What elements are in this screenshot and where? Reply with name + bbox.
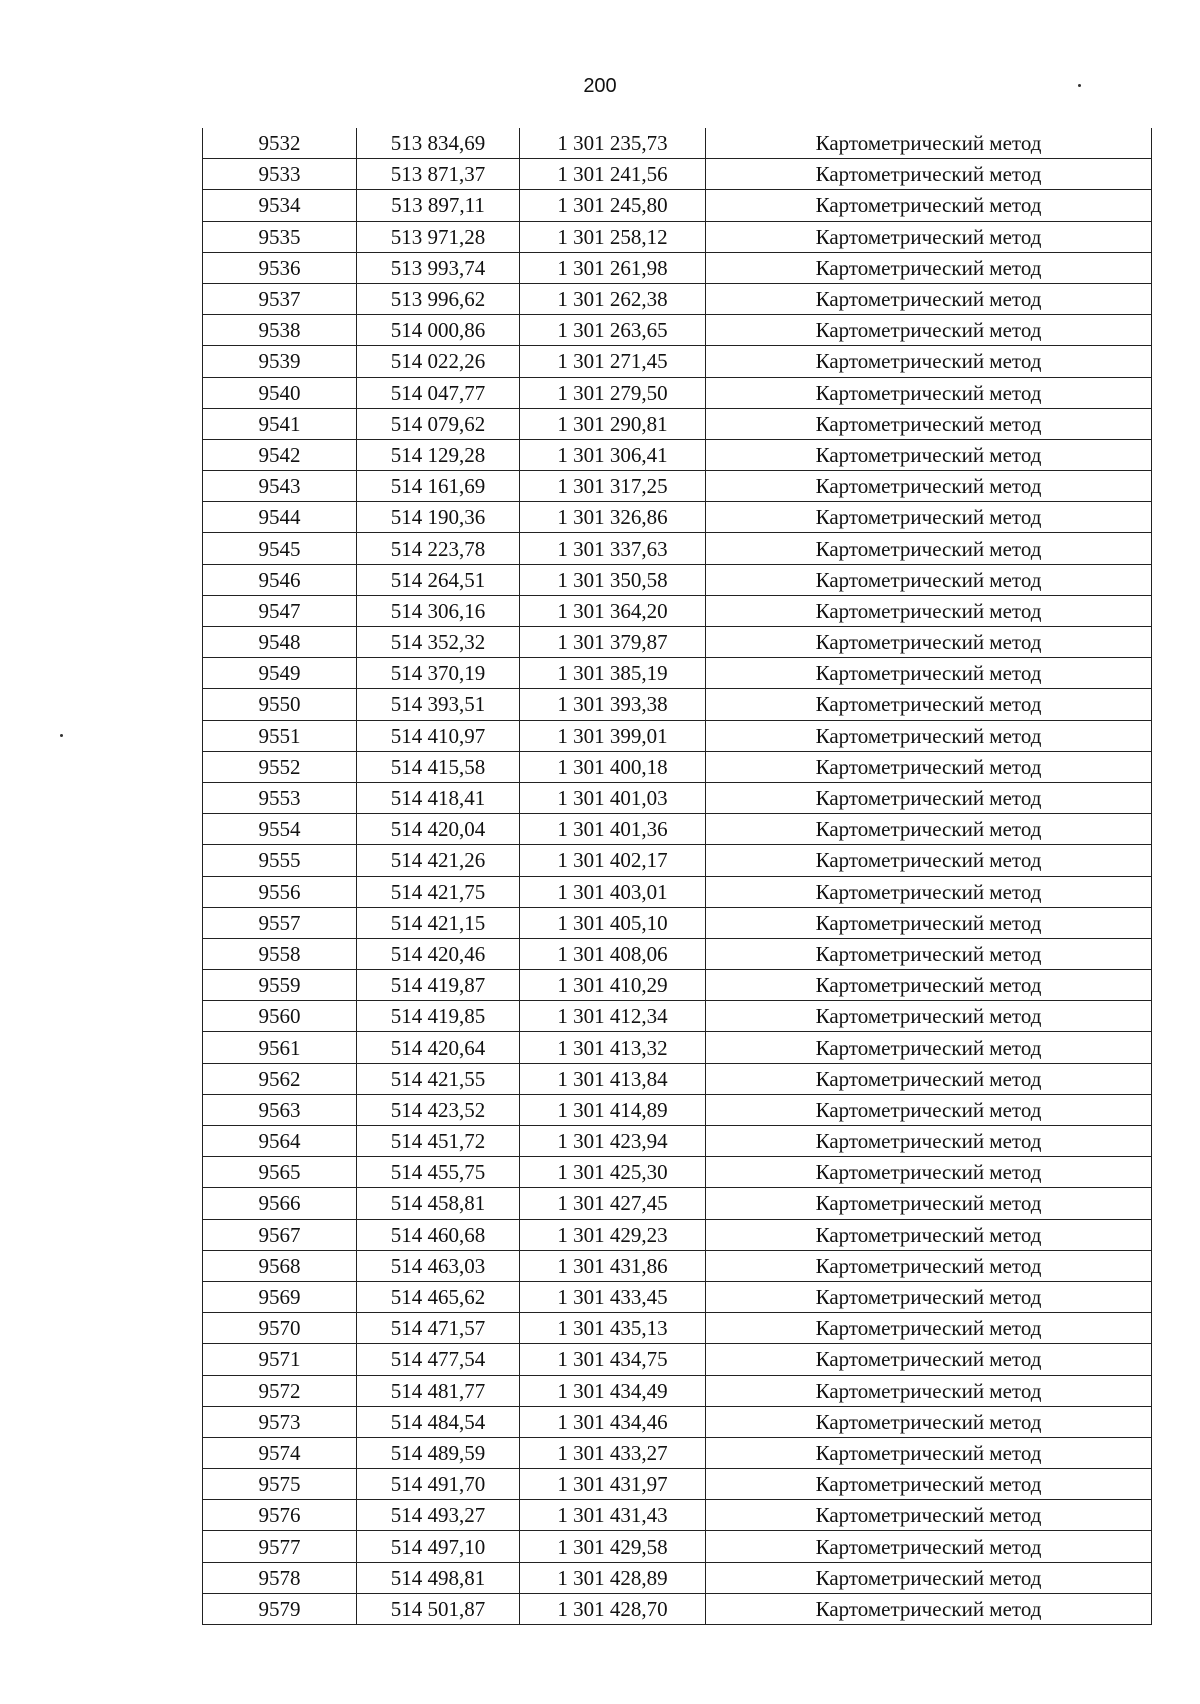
table-row [203, 502, 1152, 533]
method-cell: Картометрический метод [706, 159, 1152, 190]
method-cell: Картометрический метод [706, 1219, 1152, 1250]
x-coordinate-cell: 514 421,75 [357, 876, 520, 907]
x-coordinate-cell: 513 897,11 [357, 190, 520, 221]
point-number-cell: 9549 [203, 658, 357, 689]
table-row [203, 1281, 1152, 1312]
y-coordinate-cell: 1 301 364,20 [520, 595, 706, 626]
method-cell: Картометрический метод [706, 377, 1152, 408]
point-number-cell: 9540 [203, 377, 357, 408]
x-coordinate-cell: 514 501,87 [357, 1593, 520, 1624]
point-number-cell: 9568 [203, 1250, 357, 1281]
table-row [203, 1001, 1152, 1032]
page-number: 200 [583, 75, 617, 97]
point-number-cell: 9555 [203, 845, 357, 876]
method-cell: Картометрический метод [706, 907, 1152, 938]
y-coordinate-cell: 1 301 427,45 [520, 1188, 706, 1219]
table-row [203, 1032, 1152, 1063]
y-coordinate-cell: 1 301 425,30 [520, 1157, 706, 1188]
table-row [203, 1157, 1152, 1188]
table-row [203, 1531, 1152, 1562]
table-row [203, 1375, 1152, 1406]
point-number-cell: 9533 [203, 159, 357, 190]
point-number-cell: 9550 [203, 689, 357, 720]
point-number-cell: 9565 [203, 1157, 357, 1188]
point-number-cell: 9541 [203, 408, 357, 439]
point-number-cell: 9546 [203, 564, 357, 595]
table-row [203, 1094, 1152, 1125]
point-number-cell: 9539 [203, 346, 357, 377]
y-coordinate-cell: 1 301 262,38 [520, 283, 706, 314]
y-coordinate-cell: 1 301 399,01 [520, 720, 706, 751]
x-coordinate-cell: 513 834,69 [357, 128, 520, 159]
point-number-cell: 9544 [203, 502, 357, 533]
x-coordinate-cell: 514 022,26 [357, 346, 520, 377]
point-number-cell: 9534 [203, 190, 357, 221]
point-number-cell: 9567 [203, 1219, 357, 1250]
method-cell: Картометрический метод [706, 814, 1152, 845]
table-row [203, 1406, 1152, 1437]
table-row [203, 128, 1152, 159]
y-coordinate-cell: 1 301 261,98 [520, 252, 706, 283]
x-coordinate-cell: 514 481,77 [357, 1375, 520, 1406]
point-number-cell: 9548 [203, 627, 357, 658]
x-coordinate-cell: 514 420,04 [357, 814, 520, 845]
method-cell: Картометрический метод [706, 1157, 1152, 1188]
point-number-cell: 9552 [203, 751, 357, 782]
method-cell: Картометрический метод [706, 128, 1152, 159]
y-coordinate-cell: 1 301 241,56 [520, 159, 706, 190]
x-coordinate-cell: 513 996,62 [357, 283, 520, 314]
table-row [203, 1500, 1152, 1531]
x-coordinate-cell: 514 393,51 [357, 689, 520, 720]
method-cell: Картометрический метод [706, 1281, 1152, 1312]
point-number-cell: 9569 [203, 1281, 357, 1312]
x-coordinate-cell: 513 871,37 [357, 159, 520, 190]
table-row [203, 1344, 1152, 1375]
x-coordinate-cell: 514 420,46 [357, 938, 520, 969]
method-cell: Картометрический метод [706, 970, 1152, 1001]
method-cell: Картометрический метод [706, 408, 1152, 439]
point-number-cell: 9576 [203, 1500, 357, 1531]
method-cell: Картометрический метод [706, 1063, 1152, 1094]
x-coordinate-cell: 513 993,74 [357, 252, 520, 283]
y-coordinate-cell: 1 301 423,94 [520, 1126, 706, 1157]
method-cell: Картометрический метод [706, 658, 1152, 689]
x-coordinate-cell: 514 418,41 [357, 782, 520, 813]
point-number-cell: 9574 [203, 1437, 357, 1468]
y-coordinate-cell: 1 301 263,65 [520, 315, 706, 346]
x-coordinate-cell: 514 306,16 [357, 595, 520, 626]
coordinates-table [202, 128, 1152, 1625]
x-coordinate-cell: 514 047,77 [357, 377, 520, 408]
x-coordinate-cell: 513 971,28 [357, 221, 520, 252]
method-cell: Картометрический метод [706, 564, 1152, 595]
x-coordinate-cell: 514 451,72 [357, 1126, 520, 1157]
method-cell: Картометрический метод [706, 782, 1152, 813]
x-coordinate-cell: 514 079,62 [357, 408, 520, 439]
method-cell: Картометрический метод [706, 1562, 1152, 1593]
point-number-cell: 9579 [203, 1593, 357, 1624]
method-cell: Картометрический метод [706, 627, 1152, 658]
y-coordinate-cell: 1 301 431,97 [520, 1469, 706, 1500]
point-number-cell: 9537 [203, 283, 357, 314]
table-row [203, 471, 1152, 502]
table-row [203, 1126, 1152, 1157]
x-coordinate-cell: 514 410,97 [357, 720, 520, 751]
y-coordinate-cell: 1 301 271,45 [520, 346, 706, 377]
point-number-cell: 9559 [203, 970, 357, 1001]
method-cell: Картометрический метод [706, 346, 1152, 377]
scan-speck [1078, 84, 1081, 87]
y-coordinate-cell: 1 301 337,63 [520, 533, 706, 564]
table-row [203, 938, 1152, 969]
y-coordinate-cell: 1 301 410,29 [520, 970, 706, 1001]
point-number-cell: 9566 [203, 1188, 357, 1219]
point-number-cell: 9575 [203, 1469, 357, 1500]
method-cell: Картометрический метод [706, 1313, 1152, 1344]
x-coordinate-cell: 514 421,55 [357, 1063, 520, 1094]
table-row [203, 595, 1152, 626]
x-coordinate-cell: 514 000,86 [357, 315, 520, 346]
table-row [203, 377, 1152, 408]
point-number-cell: 9557 [203, 907, 357, 938]
y-coordinate-cell: 1 301 431,86 [520, 1250, 706, 1281]
table-row [203, 221, 1152, 252]
y-coordinate-cell: 1 301 434,49 [520, 1375, 706, 1406]
method-cell: Картометрический метод [706, 1344, 1152, 1375]
y-coordinate-cell: 1 301 279,50 [520, 377, 706, 408]
point-number-cell: 9570 [203, 1313, 357, 1344]
method-cell: Картометрический метод [706, 1469, 1152, 1500]
table-row [203, 970, 1152, 1001]
x-coordinate-cell: 514 493,27 [357, 1500, 520, 1531]
x-coordinate-cell: 514 484,54 [357, 1406, 520, 1437]
table-row [203, 1593, 1152, 1624]
table-row [203, 1437, 1152, 1468]
method-cell: Картометрический метод [706, 1593, 1152, 1624]
x-coordinate-cell: 514 415,58 [357, 751, 520, 782]
point-number-cell: 9578 [203, 1562, 357, 1593]
x-coordinate-cell: 514 419,87 [357, 970, 520, 1001]
table-row [203, 283, 1152, 314]
x-coordinate-cell: 514 421,15 [357, 907, 520, 938]
y-coordinate-cell: 1 301 433,45 [520, 1281, 706, 1312]
point-number-cell: 9560 [203, 1001, 357, 1032]
y-coordinate-cell: 1 301 245,80 [520, 190, 706, 221]
y-coordinate-cell: 1 301 393,38 [520, 689, 706, 720]
x-coordinate-cell: 514 477,54 [357, 1344, 520, 1375]
method-cell: Картометрический метод [706, 1531, 1152, 1562]
point-number-cell: 9573 [203, 1406, 357, 1437]
point-number-cell: 9547 [203, 595, 357, 626]
method-cell: Картометрический метод [706, 471, 1152, 502]
table-row [203, 1219, 1152, 1250]
method-cell: Картометрический метод [706, 720, 1152, 751]
coordinates-table-body [203, 128, 1152, 1625]
method-cell: Картометрический метод [706, 1126, 1152, 1157]
y-coordinate-cell: 1 301 431,43 [520, 1500, 706, 1531]
y-coordinate-cell: 1 301 405,10 [520, 907, 706, 938]
point-number-cell: 9543 [203, 471, 357, 502]
x-coordinate-cell: 514 129,28 [357, 439, 520, 470]
y-coordinate-cell: 1 301 429,23 [520, 1219, 706, 1250]
method-cell: Картометрический метод [706, 533, 1152, 564]
point-number-cell: 9562 [203, 1063, 357, 1094]
y-coordinate-cell: 1 301 435,13 [520, 1313, 706, 1344]
x-coordinate-cell: 514 421,26 [357, 845, 520, 876]
method-cell: Картометрический метод [706, 1001, 1152, 1032]
y-coordinate-cell: 1 301 400,18 [520, 751, 706, 782]
method-cell: Картометрический метод [706, 1188, 1152, 1219]
method-cell: Картометрический метод [706, 1094, 1152, 1125]
point-number-cell: 9558 [203, 938, 357, 969]
point-number-cell: 9564 [203, 1126, 357, 1157]
method-cell: Картометрический метод [706, 502, 1152, 533]
table-row [203, 627, 1152, 658]
y-coordinate-cell: 1 301 433,27 [520, 1437, 706, 1468]
method-cell: Картометрический метод [706, 1500, 1152, 1531]
table-row [203, 439, 1152, 470]
y-coordinate-cell: 1 301 379,87 [520, 627, 706, 658]
y-coordinate-cell: 1 301 408,06 [520, 938, 706, 969]
y-coordinate-cell: 1 301 290,81 [520, 408, 706, 439]
table-row [203, 907, 1152, 938]
y-coordinate-cell: 1 301 401,03 [520, 782, 706, 813]
method-cell: Картометрический метод [706, 751, 1152, 782]
point-number-cell: 9542 [203, 439, 357, 470]
point-number-cell: 9553 [203, 782, 357, 813]
scan-speck [60, 734, 63, 737]
point-number-cell: 9538 [203, 315, 357, 346]
method-cell: Картометрический метод [706, 595, 1152, 626]
y-coordinate-cell: 1 301 306,41 [520, 439, 706, 470]
table-row [203, 876, 1152, 907]
point-number-cell: 9545 [203, 533, 357, 564]
x-coordinate-cell: 514 223,78 [357, 533, 520, 564]
point-number-cell: 9535 [203, 221, 357, 252]
method-cell: Картометрический метод [706, 221, 1152, 252]
method-cell: Картометрический метод [706, 689, 1152, 720]
y-coordinate-cell: 1 301 429,58 [520, 1531, 706, 1562]
point-number-cell: 9532 [203, 128, 357, 159]
table-row [203, 1188, 1152, 1219]
table-row [203, 658, 1152, 689]
method-cell: Картометрический метод [706, 315, 1152, 346]
table-row [203, 408, 1152, 439]
method-cell: Картометрический метод [706, 1437, 1152, 1468]
y-coordinate-cell: 1 301 414,89 [520, 1094, 706, 1125]
y-coordinate-cell: 1 301 434,75 [520, 1344, 706, 1375]
method-cell: Картометрический метод [706, 938, 1152, 969]
y-coordinate-cell: 1 301 402,17 [520, 845, 706, 876]
table-row [203, 1250, 1152, 1281]
table-row [203, 533, 1152, 564]
y-coordinate-cell: 1 301 401,36 [520, 814, 706, 845]
table-row [203, 315, 1152, 346]
table-row [203, 782, 1152, 813]
x-coordinate-cell: 514 161,69 [357, 471, 520, 502]
point-number-cell: 9556 [203, 876, 357, 907]
x-coordinate-cell: 514 419,85 [357, 1001, 520, 1032]
x-coordinate-cell: 514 423,52 [357, 1094, 520, 1125]
table-row [203, 252, 1152, 283]
table-row [203, 751, 1152, 782]
y-coordinate-cell: 1 301 434,46 [520, 1406, 706, 1437]
point-number-cell: 9571 [203, 1344, 357, 1375]
point-number-cell: 9577 [203, 1531, 357, 1562]
y-coordinate-cell: 1 301 428,70 [520, 1593, 706, 1624]
table-row [203, 689, 1152, 720]
method-cell: Картометрический метод [706, 876, 1152, 907]
method-cell: Картометрический метод [706, 439, 1152, 470]
table-row [203, 1063, 1152, 1094]
table-row [203, 1313, 1152, 1344]
x-coordinate-cell: 514 190,36 [357, 502, 520, 533]
x-coordinate-cell: 514 264,51 [357, 564, 520, 595]
x-coordinate-cell: 514 458,81 [357, 1188, 520, 1219]
x-coordinate-cell: 514 370,19 [357, 658, 520, 689]
y-coordinate-cell: 1 301 413,84 [520, 1063, 706, 1094]
x-coordinate-cell: 514 463,03 [357, 1250, 520, 1281]
y-coordinate-cell: 1 301 326,86 [520, 502, 706, 533]
x-coordinate-cell: 514 420,64 [357, 1032, 520, 1063]
table-row [203, 845, 1152, 876]
table-row [203, 720, 1152, 751]
y-coordinate-cell: 1 301 403,01 [520, 876, 706, 907]
x-coordinate-cell: 514 498,81 [357, 1562, 520, 1593]
method-cell: Картометрический метод [706, 845, 1152, 876]
table-row [203, 159, 1152, 190]
x-coordinate-cell: 514 455,75 [357, 1157, 520, 1188]
x-coordinate-cell: 514 489,59 [357, 1437, 520, 1468]
method-cell: Картометрический метод [706, 252, 1152, 283]
point-number-cell: 9551 [203, 720, 357, 751]
point-number-cell: 9572 [203, 1375, 357, 1406]
point-number-cell: 9554 [203, 814, 357, 845]
y-coordinate-cell: 1 301 385,19 [520, 658, 706, 689]
x-coordinate-cell: 514 352,32 [357, 627, 520, 658]
table-row [203, 190, 1152, 221]
point-number-cell: 9563 [203, 1094, 357, 1125]
method-cell: Картометрический метод [706, 1406, 1152, 1437]
x-coordinate-cell: 514 497,10 [357, 1531, 520, 1562]
y-coordinate-cell: 1 301 350,58 [520, 564, 706, 595]
table-row [203, 814, 1152, 845]
x-coordinate-cell: 514 465,62 [357, 1281, 520, 1312]
table-row [203, 1469, 1152, 1500]
point-number-cell: 9536 [203, 252, 357, 283]
point-number-cell: 9561 [203, 1032, 357, 1063]
method-cell: Картометрический метод [706, 1250, 1152, 1281]
y-coordinate-cell: 1 301 235,73 [520, 128, 706, 159]
y-coordinate-cell: 1 301 258,12 [520, 221, 706, 252]
x-coordinate-cell: 514 471,57 [357, 1313, 520, 1344]
x-coordinate-cell: 514 491,70 [357, 1469, 520, 1500]
y-coordinate-cell: 1 301 317,25 [520, 471, 706, 502]
y-coordinate-cell: 1 301 413,32 [520, 1032, 706, 1063]
method-cell: Картометрический метод [706, 1032, 1152, 1063]
y-coordinate-cell: 1 301 412,34 [520, 1001, 706, 1032]
table-row [203, 346, 1152, 377]
x-coordinate-cell: 514 460,68 [357, 1219, 520, 1250]
table-row [203, 564, 1152, 595]
method-cell: Картометрический метод [706, 190, 1152, 221]
method-cell: Картометрический метод [706, 1375, 1152, 1406]
method-cell: Картометрический метод [706, 283, 1152, 314]
y-coordinate-cell: 1 301 428,89 [520, 1562, 706, 1593]
table-row [203, 1562, 1152, 1593]
